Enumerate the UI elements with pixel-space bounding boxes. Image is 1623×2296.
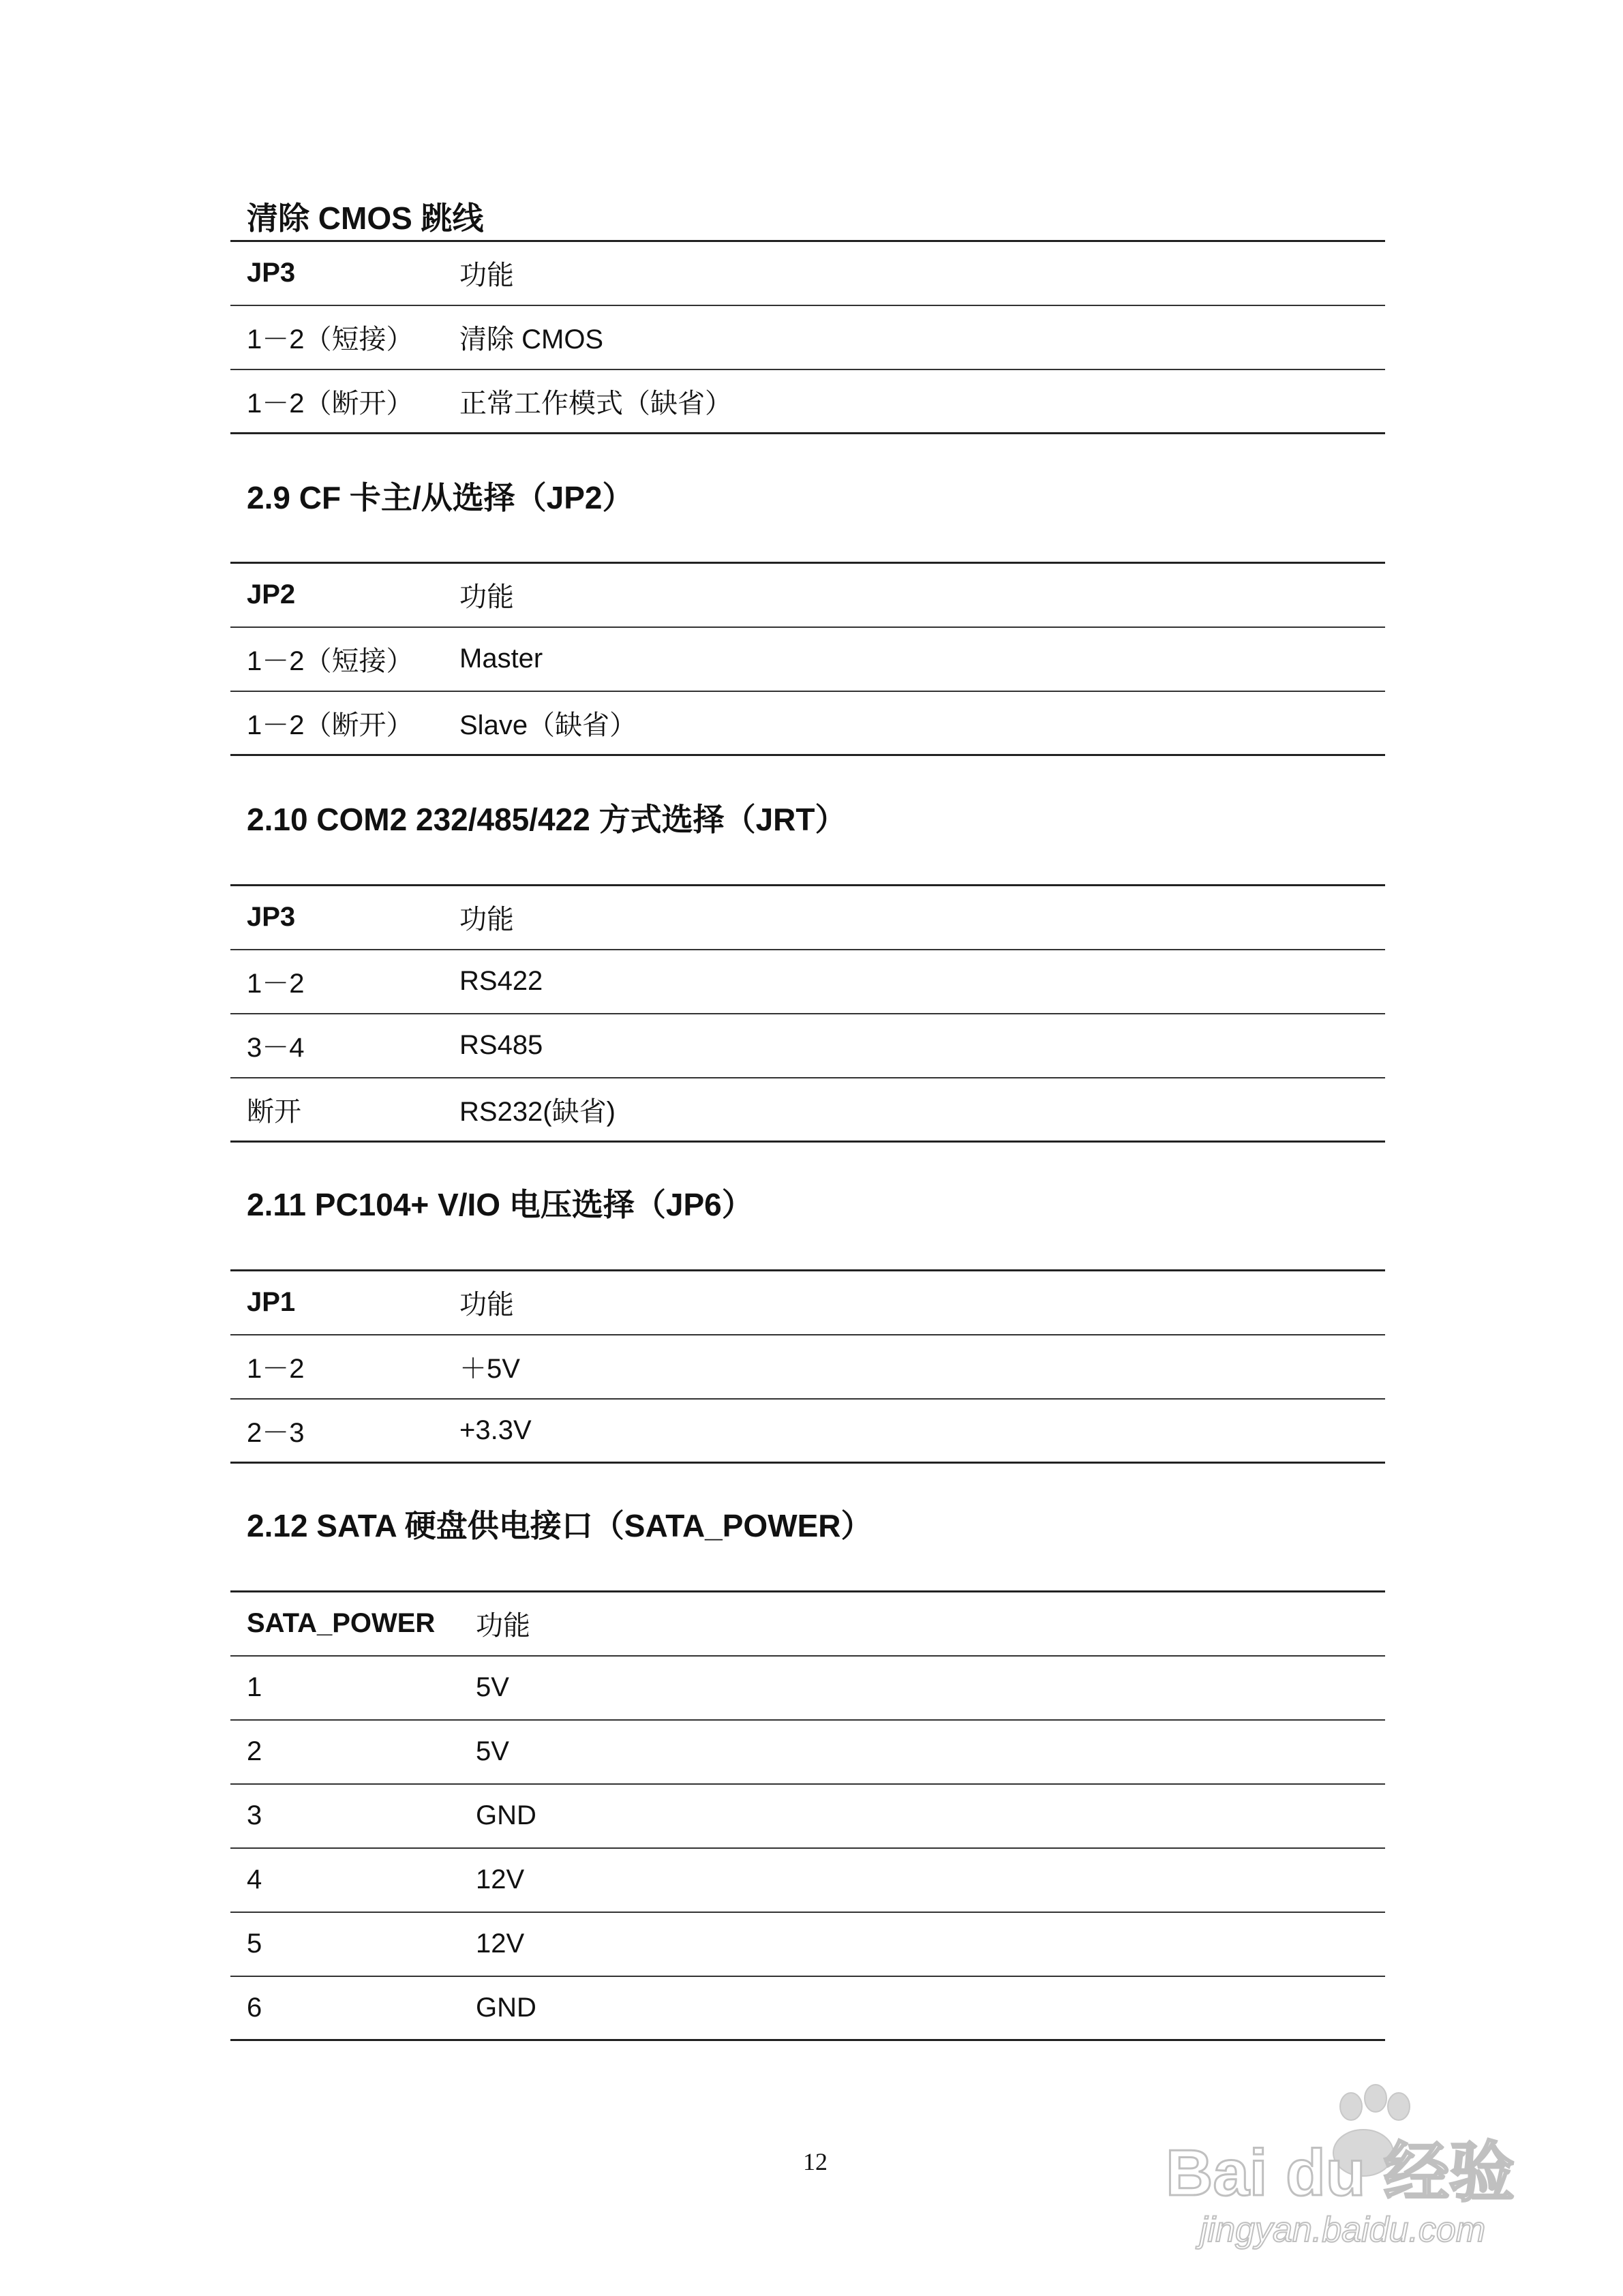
header-cell: 功能	[459, 905, 514, 935]
section-title-com2-mode: 2.10 COM2 232/485/422 方式选择（JRT）	[247, 802, 847, 837]
table-clear-cmos	[230, 240, 1385, 434]
table-cell: 1－2（短接）	[247, 324, 414, 354]
header-cell: 功能	[459, 1290, 514, 1320]
table-sata-power	[230, 1590, 1385, 2041]
section-title-cf-select: 2.9 CF 卡主/从选择（JP2）	[247, 480, 634, 515]
header-cell: JP3	[247, 902, 296, 933]
header-cell: 功能	[476, 1611, 530, 1642]
table-row	[230, 305, 1385, 369]
table-row	[230, 1656, 1385, 1720]
table-row	[230, 1976, 1385, 2040]
table-cell: 2－3	[247, 1417, 305, 1448]
section-title-sata-power: 2.12 SATA 硬盘供电接口（SATA_POWER）	[247, 1508, 873, 1543]
table-cell: 1－2（短接）	[247, 646, 414, 676]
watermark-url: jingyan.baidu.com	[1200, 2210, 1486, 2250]
table-cell: RS422	[459, 966, 543, 996]
table-row	[230, 1784, 1385, 1848]
table-cell: GND	[476, 1992, 536, 2023]
header-cell: 功能	[459, 260, 514, 291]
header-cell: JP2	[247, 579, 296, 610]
table-cell: 4	[247, 1864, 262, 1894]
table-cell: ＋5V	[459, 1354, 520, 1384]
table-cell: 12V	[476, 1929, 525, 1959]
table-row	[230, 1720, 1385, 1784]
table-cell: GND	[476, 1800, 536, 1830]
table-cell: +3.3V	[459, 1415, 532, 1445]
table-cell: 正常工作模式（缺省）	[459, 388, 732, 419]
table-cell: 6	[247, 1992, 262, 2023]
table-pc104-vio	[230, 1269, 1385, 1464]
table-cell: 断开	[247, 1096, 301, 1127]
table-cell: RS232(缺省)	[459, 1096, 616, 1127]
table-row	[230, 1335, 1385, 1399]
table-row	[230, 1014, 1385, 1078]
table-row	[230, 1399, 1385, 1463]
table-row	[230, 627, 1385, 691]
baidu-jingyan-watermark	[1159, 2079, 1541, 2256]
watermark-brand: Bai du 经验	[1166, 2136, 1515, 2209]
table-cell: 1－2（断开）	[247, 388, 414, 419]
table-header-row	[230, 241, 1385, 305]
table-row	[230, 950, 1385, 1014]
table-row	[230, 1848, 1385, 1912]
table-cell: 12V	[476, 1864, 525, 1894]
table-cell: Slave（缺省）	[459, 710, 637, 740]
table-cell: Master	[459, 644, 543, 674]
section-title-pc104-vio: 2.11 PC104+ V/IO 电压选择（JP6）	[247, 1187, 753, 1222]
table-row	[230, 691, 1385, 755]
header-cell: JP3	[247, 258, 296, 288]
table-cell: 5V	[476, 1672, 509, 1702]
table-header-row	[230, 1592, 1385, 1656]
table-cell: 1－2	[247, 969, 305, 999]
section-title-clear-cmos: 清除 CMOS 跳线	[247, 200, 484, 236]
table-com2-mode	[230, 884, 1385, 1143]
table-cf-select	[230, 562, 1385, 756]
table-cell: 1－2（断开）	[247, 710, 414, 740]
header-cell: 功能	[459, 582, 514, 613]
table-row	[230, 1078, 1385, 1142]
table-cell: 5V	[476, 1736, 509, 1766]
table-cell: 清除 CMOS	[459, 324, 604, 354]
table-cell: 5	[247, 1929, 262, 1959]
header-cell: JP1	[247, 1287, 296, 1318]
page-number: 12	[803, 2148, 828, 2175]
header-cell: SATA_POWER	[247, 1608, 436, 1639]
table-header-row	[230, 563, 1385, 627]
table-row	[230, 369, 1385, 434]
table-cell: 3	[247, 1800, 262, 1830]
table-header-row	[230, 886, 1385, 950]
table-header-row	[230, 1271, 1385, 1335]
table-row	[230, 1912, 1385, 1976]
table-cell: 3－4	[247, 1033, 305, 1063]
table-cell: RS485	[459, 1030, 543, 1060]
table-cell: 2	[247, 1736, 262, 1766]
table-cell: 1	[247, 1672, 262, 1702]
table-cell: 1－2	[247, 1354, 305, 1384]
